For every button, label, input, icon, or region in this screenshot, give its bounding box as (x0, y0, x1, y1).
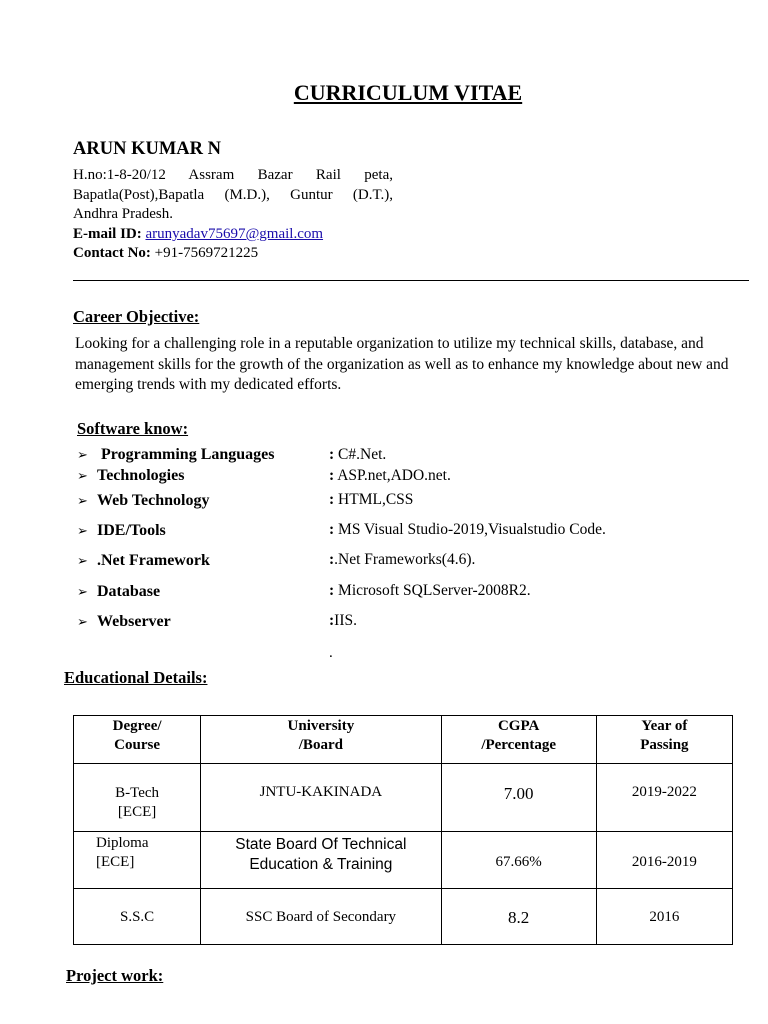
cell-degree: B-Tech [ECE] (74, 764, 201, 832)
software-item-label: ➢ Webserver (77, 613, 171, 630)
arrow-bullet-icon: ➢ (77, 554, 88, 569)
software-heading: Software know: (77, 419, 189, 438)
arrow-bullet-icon: ➢ (77, 448, 88, 463)
software-item-value: : MS Visual Studio-2019,Visualstudio Code. (329, 521, 606, 538)
cell-degree: S.S.C (74, 889, 201, 945)
cell-degree: Diploma [ECE] (74, 832, 201, 889)
email-link[interactable]: arunyadav75697@gmail.com (145, 226, 324, 242)
header-divider (73, 280, 749, 281)
header-university: University /Board (201, 716, 441, 764)
header-year: Year of Passing (596, 716, 732, 764)
arrow-bullet-icon: ➢ (77, 615, 88, 630)
education-heading: Educational Details: (64, 668, 208, 687)
cell-year: 2016-2019 (596, 832, 732, 889)
arrow-bullet-icon: ➢ (77, 524, 88, 539)
cell-year: 2016 (596, 889, 732, 945)
header-cgpa: CGPA /Percentage (441, 716, 596, 764)
address-line-3: Andhra Pradesh. (73, 206, 173, 222)
table-row (74, 832, 733, 889)
header-degree: Degree/ Course (74, 716, 201, 764)
career-objective-text: Looking for a challenging role in a reputable organization to utilize my technical skills, database, and management skills for the growth of the organization as well as to enhance my knowledge about new and emerging trends with my dedicated efforts. (75, 335, 729, 393)
software-item-value: : ASP.net,ADO.net. (329, 467, 451, 484)
cell-board: State Board Of Technical Education & Training (201, 832, 441, 889)
email-label: E-mail ID: (73, 226, 142, 242)
software-item-label: ➢ Web Technology (77, 492, 210, 509)
software-item-label: ➢ Technologies (77, 467, 185, 484)
software-item-label: ➢ IDE/Tools (77, 522, 166, 539)
education-table (73, 715, 733, 945)
contact-value: +91-7569721225 (154, 245, 259, 261)
project-work-heading: Project work: (66, 966, 164, 985)
address-line-1: H.no:1-8-20/12 Assram Bazar Rail peta, (73, 167, 393, 183)
trailing-dot: . (329, 645, 333, 661)
arrow-bullet-icon: ➢ (77, 469, 88, 484)
career-objective-heading: Career Objective: (73, 307, 200, 326)
software-item-label: ➢ Database (77, 583, 161, 600)
software-item-label: ➢ .Net Framework (77, 552, 210, 569)
arrow-bullet-icon: ➢ (77, 585, 88, 600)
email-row (73, 226, 323, 243)
software-item-value: : HTML,CSS (329, 491, 414, 508)
software-item-value: :IIS. (329, 612, 357, 629)
candidate-name: ARUN KUMAR N (73, 139, 221, 159)
cell-score: 8.2 (441, 889, 596, 945)
cell-board: SSC Board of Secondary (201, 889, 441, 945)
table-header-row (74, 716, 733, 764)
software-item-value: : C#.Net. (329, 446, 387, 463)
page-title: CURRICULUM VITAE (293, 80, 523, 105)
contact-label: Contact No: (73, 245, 151, 261)
cell-score: 7.00 (441, 764, 596, 832)
cell-year: 2019-2022 (596, 764, 732, 832)
cell-score: 67.66% (441, 832, 596, 889)
cell-board: JNTU-KAKINADA (201, 764, 441, 832)
software-item-value: :.Net Frameworks(4.6). (329, 551, 476, 568)
contact-row (73, 245, 258, 262)
table-row (74, 889, 733, 945)
address-line-2: Bapatla(Post),Bapatla (M.D.), Guntur (D.T.), (73, 187, 393, 203)
software-item-value: : Microsoft SQLServer-2008R2. (329, 582, 531, 599)
table-row (74, 764, 733, 832)
arrow-bullet-icon: ➢ (77, 494, 88, 509)
software-item-label: ➢ Programming Languages (77, 446, 275, 463)
